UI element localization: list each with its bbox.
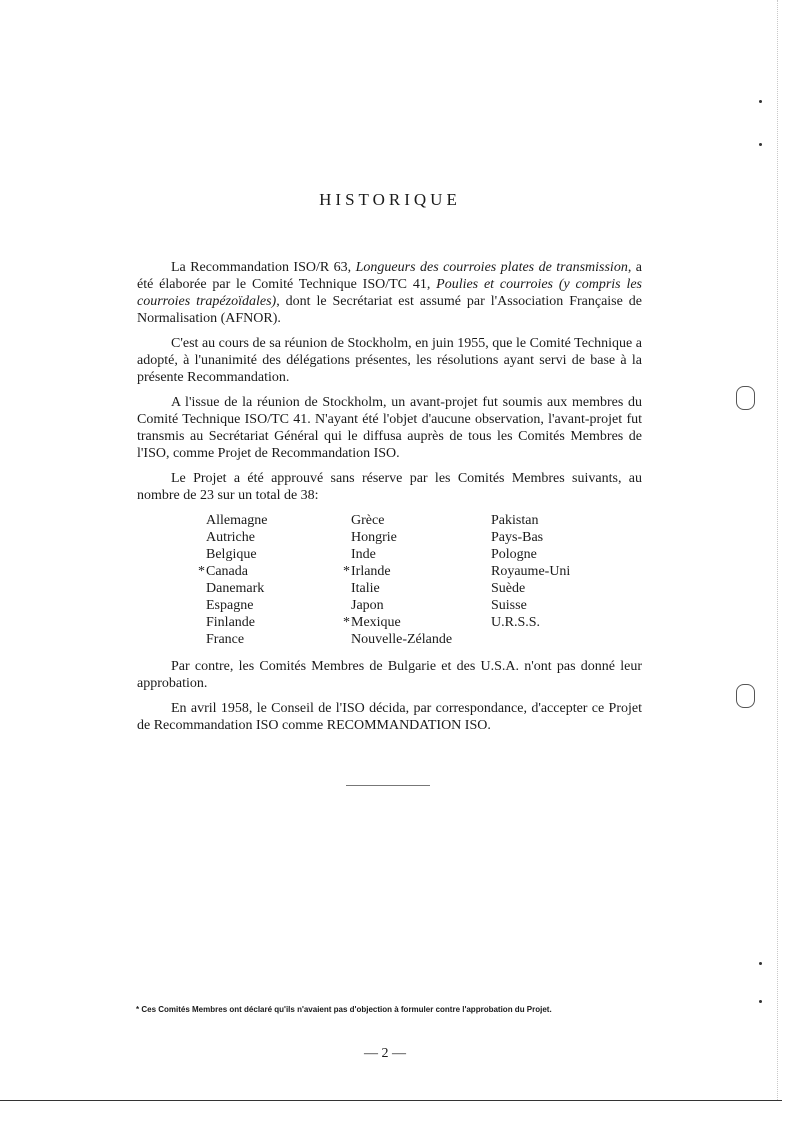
scan-mark-icon (759, 962, 762, 965)
paragraph-1-text-c: , dont le Secrétariat est assumé par l'Association Française de Normalisation (AFNOR). (137, 294, 642, 326)
country-item: * Mexique (351, 614, 491, 631)
country-item: Espagne (206, 598, 254, 613)
page-title: HISTORIQUE (319, 190, 461, 209)
paragraph-4: Le Projet a été approuvé sans réserve par les Comités Membres suivants, au nombre de 23 sur un total de 38: (137, 471, 642, 503)
country-item: Suisse (491, 598, 527, 613)
paragraph-5: Par contre, les Comités Membres de Bulgarie et des U.S.A. n'ont pas donné leur approbation. (137, 659, 642, 691)
country-column-1 (206, 512, 351, 648)
country-item: Japon (351, 598, 384, 613)
country-item: Allemagne (206, 513, 268, 528)
committee-title: Poulies et courroies (y compris les courroies trapézoïdales) (137, 277, 642, 309)
page-number: — 2 — (364, 1046, 406, 1061)
binder-hole-icon (736, 386, 755, 410)
country-list (206, 512, 642, 648)
paragraph-3: A l'issue de la réunion de Stockholm, un avant-projet fut soumis aux membres du Comité Technique ISO/TC 41. N'ayant été l'objet d'aucune observation, l'avant-projet fut transmis au Secrétariat Général qui le diffusa auprès de tous les Comités Membres de l'ISO, comme Projet de Recommandation ISO. (137, 395, 642, 461)
country-item: Pays-Bas (491, 530, 544, 545)
scan-mark-icon (759, 100, 762, 103)
country-column-2 (351, 512, 491, 648)
page-bottom-rule (0, 1100, 782, 1101)
country-item: France (206, 632, 245, 647)
country-item: * Canada (206, 563, 351, 580)
scan-mark-icon (759, 1000, 762, 1003)
country-column-3 (491, 512, 621, 648)
country-item: Belgique (206, 547, 257, 562)
country-item: Danemark (206, 581, 265, 596)
country-item: Grèce (351, 513, 385, 528)
page-edge-line (777, 0, 778, 1100)
country-item: Inde (351, 547, 376, 562)
country-item: Royaume-Uni (491, 564, 571, 579)
country-item: Suède (491, 581, 526, 596)
country-item: U.R.S.S. (491, 615, 541, 630)
country-item: Finlande (206, 615, 255, 630)
scan-mark-icon (759, 143, 762, 146)
binder-hole-icon (736, 684, 755, 708)
country-item: * Irlande (351, 563, 491, 580)
paragraph-6: En avril 1958, le Conseil de l'ISO décida, par correspondance, d'accepter ce Projet de Recommandation ISO comme RECOMMANDATION ISO. (137, 701, 642, 733)
paragraph-1 (137, 259, 642, 327)
paragraph-2: C'est au cours de sa réunion de Stockholm, en juin 1955, que le Comité Technique a adopté, à l'unanimité des délégations présentes, les résolutions ayant servi de base à la présente Recommandation. (137, 336, 642, 385)
country-item: Italie (351, 581, 380, 596)
section-divider (346, 785, 430, 786)
standard-title: Longueurs des courroies plates de transmission (355, 260, 628, 275)
paragraph-1-text-b: , a été élaborée par le Comité Technique ISO/TC 41, (137, 260, 642, 292)
country-item: Pologne (491, 547, 537, 562)
country-item: Autriche (206, 530, 255, 545)
country-item: Hongrie (351, 530, 397, 545)
footnote: * Ces Comités Membres ont déclaré qu'ils n'avaient pas d'objection à formuler contre l'approbation du Projet. (136, 1005, 552, 1014)
country-item: Pakistan (491, 513, 539, 528)
country-item: Nouvelle-Zélande (351, 632, 453, 647)
paragraph-1-text-a: La Recommandation ISO/R 63, (171, 260, 356, 275)
document-body (137, 259, 642, 742)
